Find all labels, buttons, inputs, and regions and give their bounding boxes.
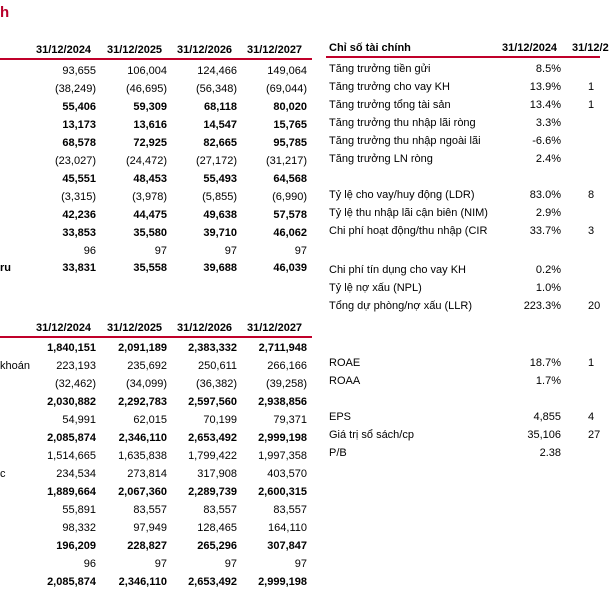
balance-cell: 250,611 (198, 360, 237, 372)
balance-row (0, 340, 312, 357)
income-cell: 35,558 (133, 262, 167, 274)
income-cell: (6,990) (272, 191, 307, 203)
balance-cell: 2,653,492 (188, 576, 237, 588)
income-cell: 124,466 (197, 65, 237, 77)
balance-cell: 164,110 (268, 522, 307, 534)
balance-cell: 2,292,783 (118, 396, 167, 408)
ratio-label: Tỷ lệ thu nhập lãi cận biên (NIM) (329, 207, 488, 219)
balance-cell: (36,382) (196, 378, 237, 390)
income-cell: 49,638 (203, 209, 237, 221)
ratios-header-2024: 31/12/2024 (502, 42, 558, 54)
balance-cell: 265,296 (197, 540, 237, 552)
income-cell: 95,785 (273, 137, 307, 149)
ratio-value-2024: 33.7% (529, 225, 561, 237)
ratio-row (329, 151, 600, 168)
balance-cell: 70,199 (203, 414, 237, 426)
ratio-value-2025: 8 (588, 189, 595, 201)
ratio-value-2024: 223.3% (523, 300, 561, 312)
balance-cell: 2,030,882 (47, 396, 96, 408)
balance-cell: 62,015 (133, 414, 167, 426)
income-cell: 42,236 (62, 209, 96, 221)
income-header-2027: 31/12/2027 (247, 44, 303, 56)
balance-cell: 273,814 (127, 468, 167, 480)
balance-cell: 2,600,315 (258, 486, 307, 498)
ratio-value-2024: -6.6% (532, 135, 561, 147)
income-cell: (69,044) (266, 83, 307, 95)
balance-cell: 79,371 (273, 414, 307, 426)
balance-row (0, 376, 312, 393)
income-cell: (24,472) (126, 155, 167, 167)
balance-row (0, 430, 312, 447)
balance-row-label: khoán (0, 360, 30, 372)
ratio-label: Chi phí tín dụng cho vay KH (329, 264, 466, 276)
ratio-value-2024: 1.0% (535, 282, 561, 294)
balance-cell: 1,997,358 (258, 450, 307, 462)
income-row (0, 243, 312, 260)
ratio-label: Tăng trưởng thu nhập lãi ròng (329, 117, 476, 129)
income-cell: 96 (83, 245, 96, 257)
ratio-row (329, 97, 600, 114)
balance-row (0, 394, 312, 411)
balance-row (0, 520, 312, 537)
income-row (0, 260, 312, 277)
balance-cell: 223,193 (56, 360, 96, 372)
ratio-row (329, 409, 600, 426)
balance-cell: 98,332 (62, 522, 96, 534)
ratio-label: ROAA (329, 375, 361, 387)
balance-cell: 196,209 (56, 540, 96, 552)
balance-cell: 2,999,198 (258, 576, 307, 588)
ratio-row (329, 373, 600, 390)
income-cell: (31,217) (266, 155, 307, 167)
income-header-2024: 31/12/2024 (36, 44, 92, 56)
income-cell: 97 (154, 245, 167, 257)
income-row (0, 99, 312, 116)
balance-cell: 97 (294, 558, 307, 570)
ratios-header-rule (326, 56, 600, 58)
ratio-value-2024: 0.2% (535, 264, 561, 276)
balance-row (0, 412, 312, 429)
income-cell: 59,309 (133, 101, 167, 113)
balance-cell: 2,085,874 (47, 432, 96, 444)
income-cell: (5,855) (202, 191, 237, 203)
balance-header-rule (0, 336, 312, 338)
income-row (0, 63, 312, 80)
ratio-value-2024: 2.9% (535, 207, 561, 219)
balance-cell: 54,991 (62, 414, 96, 426)
income-row (0, 189, 312, 206)
ratio-row (329, 280, 600, 297)
ratio-value-2024: 35,106 (527, 429, 561, 441)
balance-row (0, 448, 312, 465)
ratio-row (329, 133, 600, 150)
balance-row-label: c (0, 468, 6, 480)
ratio-row (329, 187, 600, 204)
balance-cell: 83,557 (133, 504, 167, 516)
ratios-title: Chỉ số tài chính (329, 42, 411, 54)
income-row-label: ru (0, 262, 11, 274)
balance-cell: 2,653,492 (188, 432, 237, 444)
income-cell: 68,578 (62, 137, 96, 149)
balance-cell: 403,570 (267, 468, 307, 480)
balance-cell: 2,091,189 (118, 342, 167, 354)
ratio-value-2025: 27 (588, 429, 601, 441)
balance-cell: 2,711,948 (258, 342, 307, 354)
ratio-label: Tăng trưởng tiền gửi (329, 63, 431, 75)
ratio-value-2024: 2.38 (539, 447, 561, 459)
balance-cell: 228,827 (127, 540, 167, 552)
balance-cell: 2,597,560 (188, 396, 237, 408)
income-row (0, 207, 312, 224)
income-cell: 46,062 (273, 227, 307, 239)
income-cell: 55,406 (62, 101, 96, 113)
ratio-label: Tỷ lệ cho vay/huy động (LDR) (329, 189, 475, 201)
ratio-value-2024: 8.5% (535, 63, 561, 75)
income-cell: 15,765 (273, 119, 307, 131)
ratio-value-2024: 13.9% (529, 81, 561, 93)
ratio-label: Tăng trưởng cho vay KH (329, 81, 450, 93)
income-header-2025: 31/12/2025 (107, 44, 163, 56)
income-cell: 72,925 (133, 137, 167, 149)
income-header-2026: 31/12/2026 (177, 44, 233, 56)
balance-cell: 2,289,739 (188, 486, 237, 498)
ratio-label: Tổng dự phòng/nợ xấu (LLR) (329, 300, 472, 312)
ratios-header-2025: 31/12/2 (572, 42, 609, 54)
ratio-row (329, 298, 600, 315)
income-cell: 39,688 (203, 262, 237, 274)
balance-cell: (34,099) (126, 378, 167, 390)
income-cell: 68,118 (203, 101, 237, 113)
ratio-label: P/B (329, 447, 347, 459)
income-cell: 64,568 (273, 173, 307, 185)
ratio-value-2024: 18.7% (529, 357, 561, 369)
balance-cell: 2,346,110 (118, 576, 167, 588)
income-row (0, 117, 312, 134)
ratio-value-2025: 20 (588, 300, 601, 312)
income-cell: 46,039 (273, 262, 307, 274)
income-row (0, 225, 312, 242)
balance-header-2027: 31/12/2027 (247, 322, 303, 334)
balance-cell: 266,166 (267, 360, 307, 372)
balance-cell: 83,557 (273, 504, 307, 516)
balance-cell: 1,889,664 (47, 486, 96, 498)
ratio-value-2025: 1 (588, 357, 595, 369)
income-row (0, 153, 312, 170)
balance-cell: 2,346,110 (118, 432, 167, 444)
balance-row (0, 466, 312, 483)
ratio-label: EPS (329, 411, 352, 423)
balance-cell: 317,908 (197, 468, 237, 480)
ratio-value-2024: 83.0% (529, 189, 561, 201)
balance-cell: 97 (224, 558, 237, 570)
balance-cell: 2,067,360 (118, 486, 167, 498)
income-cell: (23,027) (55, 155, 96, 167)
income-cell: (3,978) (132, 191, 167, 203)
balance-cell: 2,383,332 (188, 342, 237, 354)
ratio-label: Tỷ lệ nợ xấu (NPL) (329, 282, 422, 294)
ratio-row (329, 205, 600, 222)
ratio-row (329, 79, 600, 96)
income-cell: 35,580 (133, 227, 167, 239)
income-cell: 13,173 (62, 119, 96, 131)
ratio-label: Tăng trưởng thu nhập ngoài lãi (329, 135, 481, 147)
balance-cell: 234,534 (56, 468, 96, 480)
income-cell: 33,853 (62, 227, 96, 239)
ratio-label: Giá trị sổ sách/cp (329, 429, 414, 441)
income-header-rule (0, 58, 312, 60)
income-cell: 97 (294, 245, 307, 257)
balance-cell: 2,999,198 (258, 432, 307, 444)
income-cell: 82,665 (203, 137, 237, 149)
ratio-label: ROAE (329, 357, 361, 369)
ratio-row (329, 262, 600, 279)
balance-row (0, 484, 312, 501)
balance-cell: 235,692 (127, 360, 167, 372)
balance-row (0, 574, 312, 591)
income-cell: (38,249) (55, 83, 96, 95)
balance-header-2024: 31/12/2024 (36, 322, 92, 334)
income-cell: 106,004 (127, 65, 167, 77)
section-title-fragment: h (0, 4, 10, 21)
balance-cell: 1,840,151 (47, 342, 96, 354)
ratio-row (329, 355, 600, 372)
balance-cell: 1,514,665 (47, 450, 96, 462)
income-cell: 45,551 (62, 173, 96, 185)
balance-row (0, 538, 312, 555)
income-cell: 33,831 (62, 262, 96, 274)
income-cell: 44,475 (133, 209, 167, 221)
ratio-value-2025: 1 (588, 99, 595, 111)
ratio-label: Tăng trưởng tổng tài sản (329, 99, 451, 111)
income-cell: 55,493 (203, 173, 237, 185)
income-cell: 39,710 (203, 227, 237, 239)
income-cell: 48,453 (133, 173, 167, 185)
balance-cell: 83,557 (203, 504, 237, 516)
balance-cell: 97 (154, 558, 167, 570)
ratio-row (329, 445, 600, 462)
ratio-label: Chi phí hoạt động/thu nhập (CIR (329, 225, 488, 237)
balance-cell: (39,258) (266, 378, 307, 390)
balance-cell: 1,635,838 (118, 450, 167, 462)
ratio-row (329, 115, 600, 132)
income-cell: 93,655 (62, 65, 96, 77)
balance-header-2026: 31/12/2026 (177, 322, 233, 334)
balance-row (0, 556, 312, 573)
income-cell: 80,020 (273, 101, 307, 113)
ratio-value-2024: 3.3% (535, 117, 561, 129)
balance-cell: 1,799,422 (188, 450, 237, 462)
ratio-value-2024: 2.4% (535, 153, 561, 165)
ratio-value-2025: 1 (588, 81, 595, 93)
balance-cell: 2,085,874 (47, 576, 96, 588)
ratio-value-2025: 4 (588, 411, 595, 423)
ratio-row (329, 427, 600, 444)
ratio-value-2025: 3 (588, 225, 595, 237)
income-row (0, 81, 312, 98)
income-cell: (27,172) (196, 155, 237, 167)
balance-row (0, 502, 312, 519)
income-cell: 149,064 (267, 65, 307, 77)
balance-cell: (32,462) (55, 378, 96, 390)
balance-cell: 96 (83, 558, 96, 570)
balance-row (0, 358, 312, 375)
balance-header-2025: 31/12/2025 (107, 322, 163, 334)
balance-cell: 2,938,856 (258, 396, 307, 408)
income-cell: (3,315) (61, 191, 96, 203)
ratio-label: Tăng trưởng LN ròng (329, 153, 433, 165)
balance-cell: 128,465 (197, 522, 237, 534)
ratio-row (329, 61, 600, 78)
income-cell: 14,547 (203, 119, 237, 131)
income-row (0, 135, 312, 152)
income-cell: 97 (224, 245, 237, 257)
income-cell: (56,348) (196, 83, 237, 95)
balance-cell: 307,847 (267, 540, 307, 552)
income-cell: 57,578 (273, 209, 307, 221)
balance-cell: 97,949 (133, 522, 167, 534)
ratio-value-2024: 13.4% (529, 99, 561, 111)
ratio-row (329, 223, 600, 240)
income-cell: (46,695) (126, 83, 167, 95)
income-row (0, 171, 312, 188)
balance-cell: 55,891 (62, 504, 96, 516)
ratio-value-2024: 4,855 (533, 411, 561, 423)
income-cell: 13,616 (133, 119, 167, 131)
ratio-value-2024: 1.7% (535, 375, 561, 387)
